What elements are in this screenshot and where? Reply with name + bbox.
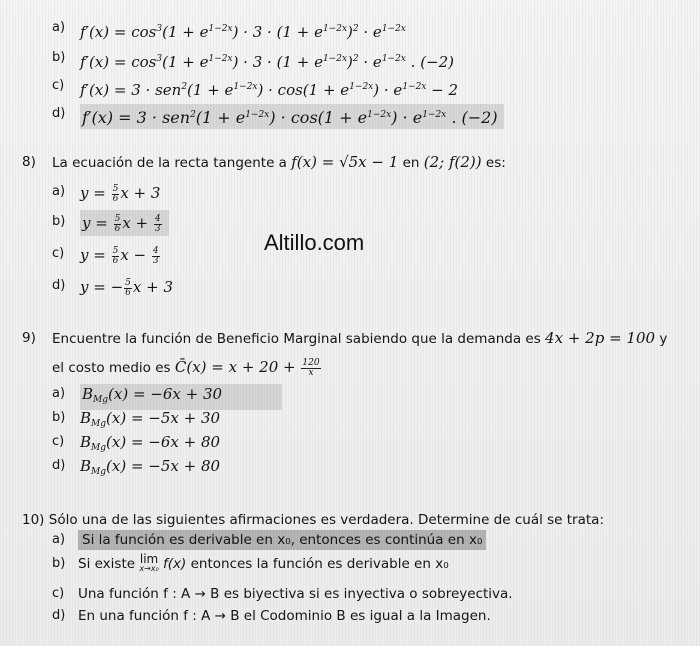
q9-statement-line1: Encuentre la función de Beneficio Marginal sabiendo que la demanda es 4x + 2p = 100 y (52, 329, 668, 347)
option-label: c) (52, 434, 65, 449)
option-label: b) (52, 214, 66, 229)
option-label: d) (52, 106, 66, 121)
option-label: a) (52, 386, 66, 401)
option-label: a) (52, 20, 66, 35)
option-label: a) (52, 184, 66, 199)
q9-option-d: $B_{Mg}(x) = -5x + 80$ (80, 457, 221, 477)
option-label: d) (52, 608, 66, 623)
watermark: Altillo.com (264, 230, 365, 255)
option-label: b) (52, 556, 66, 571)
q9-option-a: $B_{Mg}(x) = -6x + 30$ (80, 384, 282, 410)
option-label: c) (52, 586, 65, 601)
option-label: a) (52, 532, 66, 547)
q10-option-a: Si la función es derivable en x₀, entonces es continúa en x₀ (78, 530, 486, 550)
q7-option-a: $f'(x) = \cos^3(1 + e^{1-2x}) \cdot 3 \cdot (1 + e^{1-2x})^2 \cdot e^{1-2x}$ (80, 23, 406, 41)
q8-option-d: y = − $\frac{5}{6}$ x + 3 (80, 277, 174, 298)
q7-option-d: $f'(x) = 3 \cdot sen^2(1 + e^{1-2x}) \cdot \cos(1 + e^{1-2x}) \cdot e^{1-2x}$ . (−2) (80, 104, 504, 129)
q7-option-c: $f'(x) = 3 \cdot sen^2(1 + e^{1-2x}) \cdot \cos(1 + e^{1-2x}) \cdot e^{1-2x} - 2$ (80, 81, 459, 99)
q9-option-c: $B_{Mg}(x) = -6x + 80$ (80, 433, 221, 453)
q9-statement-line2: el costo medio es C̄(x) = x + 20 + $\frac{120}{x}$ (52, 357, 320, 378)
q10-option-d: En una función f : A → B el Codominio B es igual a la Imagen. (78, 608, 491, 624)
option-label: c) (52, 78, 65, 93)
q8-option-a: y = $\frac{5}{6}$ x + 3 (80, 183, 161, 204)
q7-option-b: $f'(x) = \cos^3(1 + e^{1-2x}) \cdot 3 \cdot (1 + e^{1-2x})^2 \cdot e^{1-2x}$ . (−2) (80, 53, 455, 71)
option-label: b) (52, 50, 66, 65)
option-label: b) (52, 410, 66, 425)
q9-option-b: $B_{Mg}(x) = -5x + 30$ (80, 409, 221, 429)
q10-statement: 10) Sólo una de las siguientes afirmaciones es verdadera. Determine de cuál se trata: (22, 512, 604, 528)
q8-option-c: y = $\frac{5}{6}$ x − $\frac{4}{3}$ (80, 245, 159, 266)
option-label: d) (52, 278, 66, 293)
q8-option-b: y = $\frac{5}{6}$ x + $\frac{4}{3}$ (80, 210, 169, 236)
question-number: 10) (22, 512, 45, 528)
option-label: c) (52, 246, 65, 261)
q8-statement: La ecuación de la recta tangente a f(x) = √5x − 1 en (2; f(2)) es: (52, 153, 506, 171)
question-number: 9) (22, 330, 36, 346)
option-label: d) (52, 458, 66, 473)
q10-option-c: Una función f : A → B es biyectiva si es inyectiva o sobreyectiva. (78, 586, 513, 602)
q10-option-b: Si existe lim x→x₀ f(x) entonces la función es derivable en x₀ (78, 552, 449, 573)
question-number: 8) (22, 154, 36, 170)
